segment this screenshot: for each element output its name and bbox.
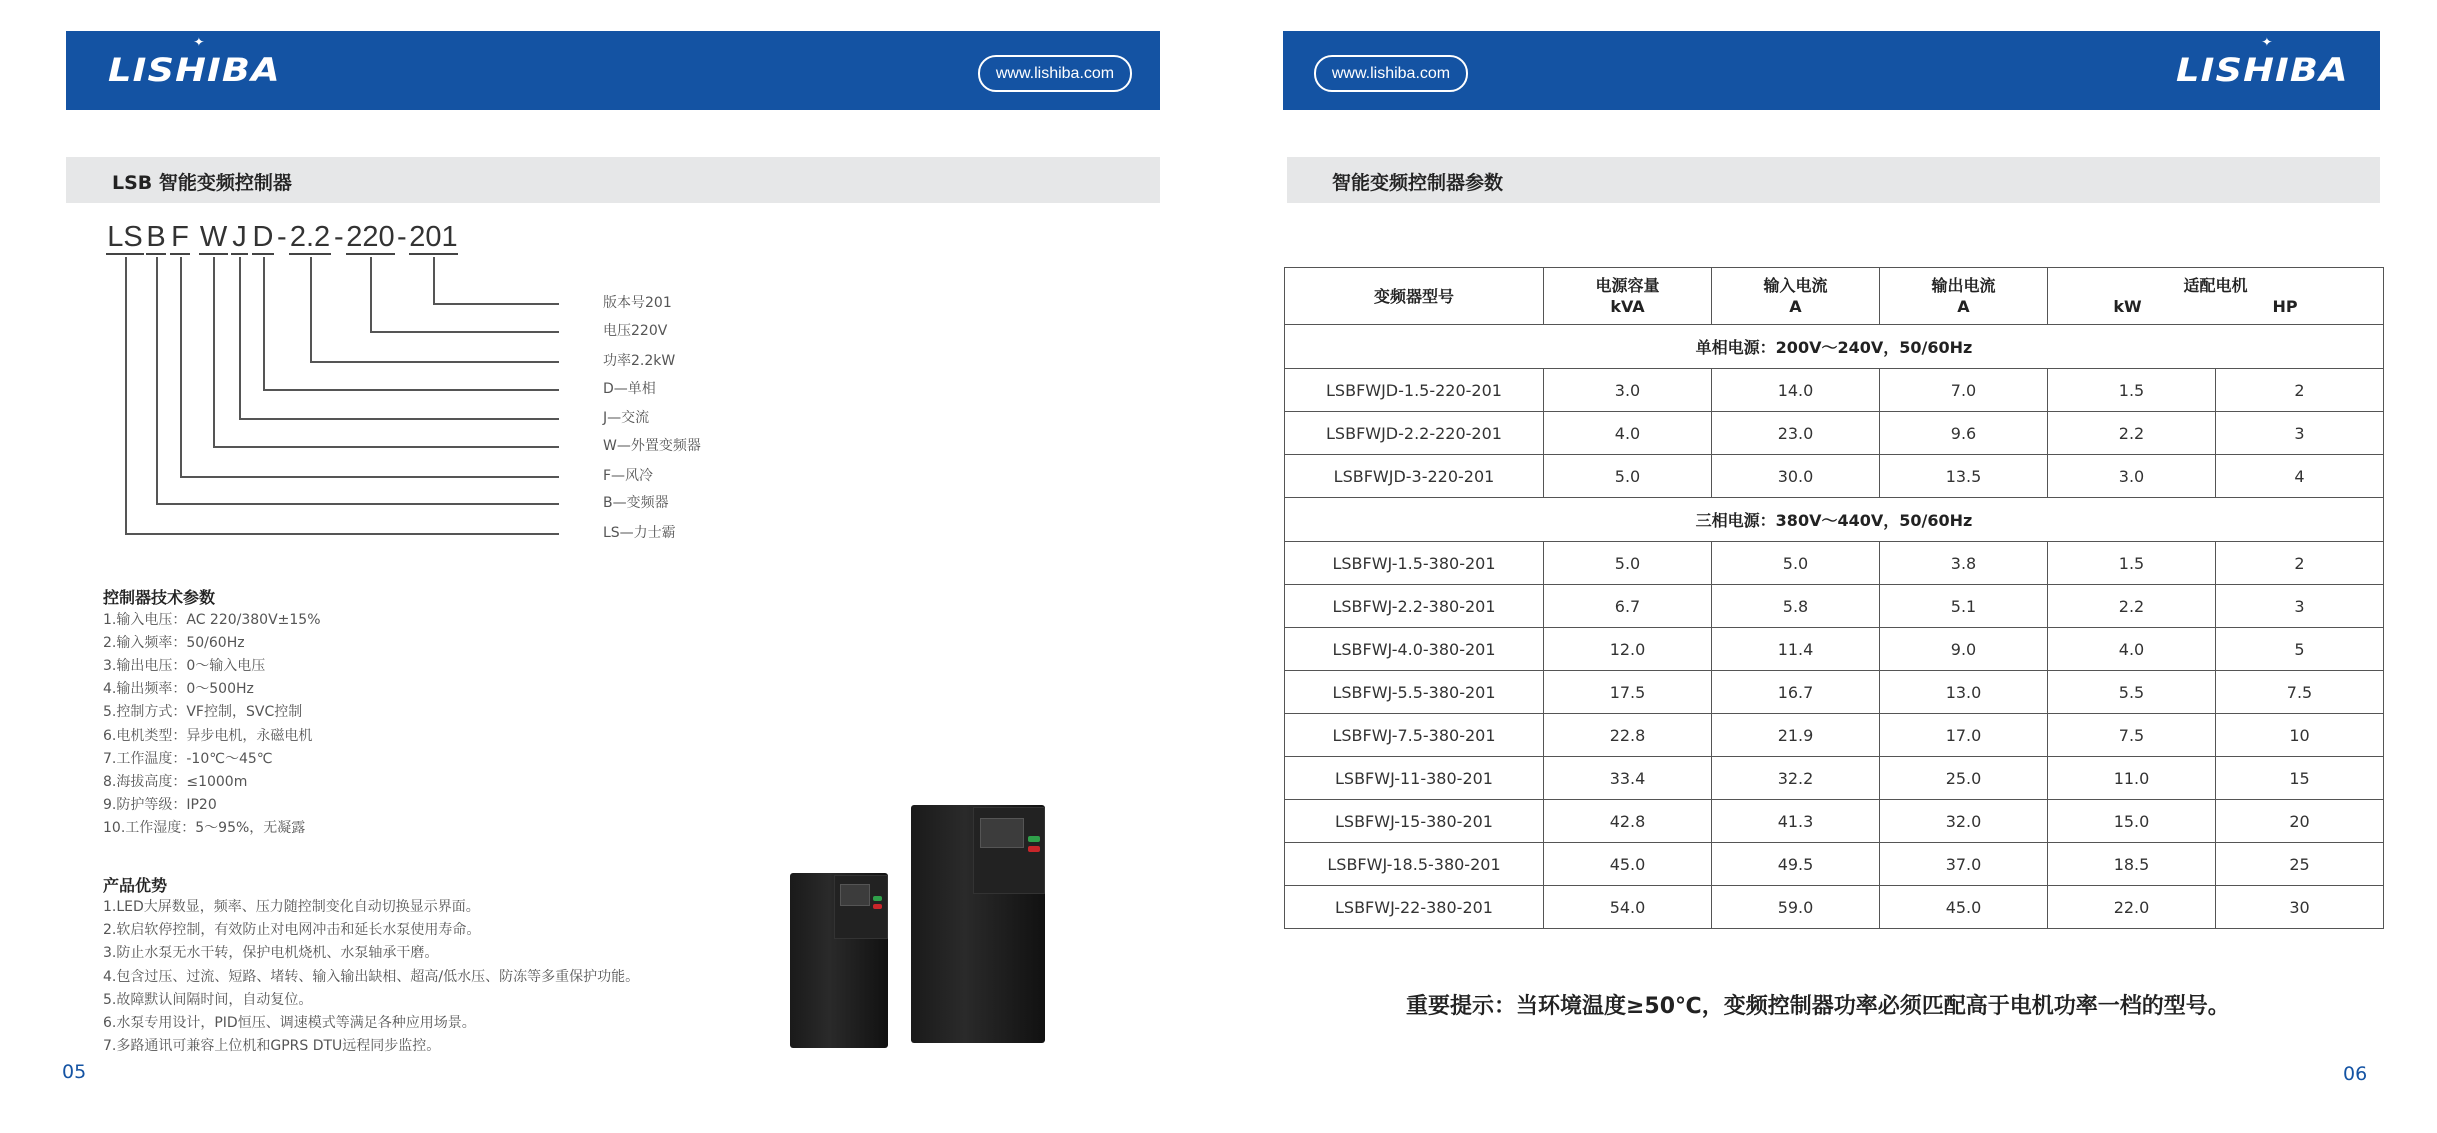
capacity-cell: 6.7 [1544, 585, 1712, 628]
logo-text: LISHIBA [2176, 51, 2349, 89]
connector-line [156, 257, 158, 503]
connector-line [433, 303, 559, 305]
output-current-cell: 13.5 [1880, 455, 2048, 498]
model-cell: LSBFWJ-15-380-201 [1285, 800, 1544, 843]
tech-params-heading: 控制器技术参数 [103, 588, 216, 607]
list-item: 8.海拔高度：≤1000m [103, 773, 248, 790]
output-current-cell: 3.8 [1880, 542, 2048, 585]
motor-kw-cell: 2.2 [2048, 585, 2216, 628]
run-button [1028, 836, 1040, 842]
motor-hp-cell: 2 [2216, 542, 2384, 585]
model-cell: LSBFWJ-4.0-380-201 [1285, 628, 1544, 671]
capacity-cell: 54.0 [1544, 886, 1712, 929]
small-inverter-unit [790, 873, 888, 1048]
code-segment-version: 201 [409, 221, 458, 253]
motor-kw-cell: 15.0 [2048, 800, 2216, 843]
motor-kw-cell: 22.0 [2048, 886, 2216, 929]
motor-hp-cell: 30 [2216, 886, 2384, 929]
logo-text: LISHIBA [108, 51, 281, 89]
capacity-cell: 33.4 [1544, 757, 1712, 800]
output-current-cell: 45.0 [1880, 886, 2048, 929]
header-capacity-unit: kVA [1610, 297, 1645, 316]
control-panel [834, 875, 888, 939]
motor-hp-cell: 5 [2216, 628, 2384, 671]
motor-hp-cell: 25 [2216, 843, 2384, 886]
list-item: 5.控制方式：VF控制，SVC控制 [103, 704, 303, 721]
header-input-unit: A [1789, 297, 1802, 316]
code-segment-f: F [171, 221, 189, 253]
connector-line [310, 361, 559, 363]
website-link[interactable]: www.lishiba.com [978, 55, 1132, 92]
output-current-cell: 32.0 [1880, 800, 2048, 843]
header-motor-kw: kW [2113, 297, 2142, 316]
decode-label: F—风冷 [603, 468, 654, 484]
model-cell: LSBFWJ-11-380-201 [1285, 757, 1544, 800]
header-input-label: 输入电流 [1763, 276, 1828, 295]
section-title: 三相电源：380V～440V，50/60Hz [1285, 498, 2384, 542]
output-current-cell: 7.0 [1880, 369, 2048, 412]
section-title: LSB 智能变频控制器 [112, 172, 292, 194]
output-current-cell: 13.0 [1880, 671, 2048, 714]
section-title: 单相电源：200V～240V，50/60Hz [1285, 325, 2384, 369]
page-number: 05 [62, 1061, 87, 1083]
motor-kw-cell: 2.2 [2048, 412, 2216, 455]
input-current-cell: 14.0 [1712, 369, 1880, 412]
input-current-cell: 41.3 [1712, 800, 1880, 843]
header-input-current [1712, 268, 1880, 325]
input-current-cell: 11.4 [1712, 628, 1880, 671]
run-button [873, 896, 882, 901]
table-row [1285, 585, 2384, 628]
header-output-current [1880, 268, 2048, 325]
left-section-bar [66, 157, 1160, 203]
code-separator: - [397, 221, 407, 253]
motor-kw-cell: 1.5 [2048, 369, 2216, 412]
lishiba-logo [2176, 35, 2349, 89]
capacity-cell: 22.8 [1544, 714, 1712, 757]
connector-line [213, 257, 215, 446]
input-current-cell: 16.7 [1712, 671, 1880, 714]
control-panel [973, 807, 1045, 894]
code-segment-w: W [199, 221, 228, 253]
model-cell: LSBFWJD-3-220-201 [1285, 455, 1544, 498]
list-item: 2.软启软停控制，有效防止对电网冲击和延长水泵使用寿命。 [103, 922, 481, 939]
connector-line [263, 389, 559, 391]
table-row [1285, 455, 2384, 498]
decode-label: B—变频器 [603, 495, 669, 511]
capacity-cell: 45.0 [1544, 843, 1712, 886]
connector-line [310, 257, 312, 361]
list-item: 7.工作温度：-10℃～45℃ [103, 750, 273, 767]
code-separator: - [334, 221, 344, 253]
connector-line [125, 533, 559, 535]
motor-hp-cell: 15 [2216, 757, 2384, 800]
header-output-unit: A [1957, 297, 1970, 316]
page-number: 06 [2343, 1063, 2368, 1085]
display-screen [980, 818, 1024, 848]
decode-label: J—交流 [603, 410, 650, 426]
output-current-cell: 9.0 [1880, 628, 2048, 671]
list-item: 2.输入频率：50/60Hz [103, 635, 245, 652]
decode-label: 功率2.2kW [603, 353, 676, 369]
table-row [1285, 628, 2384, 671]
motor-kw-cell: 11.0 [2048, 757, 2216, 800]
list-item: 6.电机类型：异步电机，永磁电机 [103, 727, 313, 744]
list-item: 1.输入电压：AC 220/380V±15% [103, 612, 321, 628]
list-item: 3.防止水泵无水干转，保护电机烧机、水泵轴承干磨。 [103, 945, 439, 962]
table-row [1285, 886, 2384, 929]
capacity-cell: 17.5 [1544, 671, 1712, 714]
spec-table [1284, 267, 2384, 929]
stop-button [1028, 846, 1040, 852]
motor-kw-cell: 7.5 [2048, 714, 2216, 757]
code-segment-b: B [146, 221, 166, 253]
right-header-bar [1283, 31, 2380, 110]
motor-hp-cell: 4 [2216, 455, 2384, 498]
connector-line [263, 257, 265, 389]
header-motor [2048, 268, 2384, 325]
decode-label: LS—力士霸 [603, 525, 676, 541]
header-capacity [1544, 268, 1712, 325]
table-section-row [1285, 498, 2384, 542]
table-row [1285, 671, 2384, 714]
decode-label: D—单相 [603, 381, 656, 397]
capacity-cell: 4.0 [1544, 412, 1712, 455]
list-item: 4.包含过压、过流、短路、堵转、输入输出缺相、超高/低水压、防冻等多重保护功能。 [103, 968, 640, 985]
motor-hp-cell: 10 [2216, 714, 2384, 757]
connector-line [239, 418, 559, 420]
table-section-row [1285, 325, 2384, 369]
table-row [1285, 800, 2384, 843]
table-row [1285, 412, 2384, 455]
stop-button [873, 904, 882, 909]
decode-label: 电压220V [603, 323, 668, 339]
advantages-heading: 产品优势 [103, 876, 168, 895]
connector-line [156, 503, 559, 505]
list-item: 10.工作湿度：5～95%，无凝露 [103, 819, 306, 836]
input-current-cell: 49.5 [1712, 843, 1880, 886]
output-current-cell: 5.1 [1880, 585, 2048, 628]
capacity-cell: 42.8 [1544, 800, 1712, 843]
output-current-cell: 25.0 [1880, 757, 2048, 800]
code-segment-ls: LS [107, 221, 143, 253]
connector-line [433, 257, 435, 303]
header-capacity-label: 电源容量 [1595, 276, 1660, 295]
table-row [1285, 757, 2384, 800]
capacity-cell: 5.0 [1544, 542, 1712, 585]
model-cell: LSBFWJD-1.5-220-201 [1285, 369, 1544, 412]
section-title: 智能变频控制器参数 [1332, 172, 1504, 194]
star-icon: ✦ [2261, 35, 2274, 49]
model-cell: LSBFWJ-22-380-201 [1285, 886, 1544, 929]
right-section-bar [1287, 157, 2380, 203]
input-current-cell: 59.0 [1712, 886, 1880, 929]
motor-hp-cell: 20 [2216, 800, 2384, 843]
star-icon: ✦ [193, 35, 206, 49]
input-current-cell: 5.8 [1712, 585, 1880, 628]
connector-line [239, 257, 241, 418]
table-row [1285, 369, 2384, 412]
output-current-cell: 9.6 [1880, 412, 2048, 455]
table-row [1285, 714, 2384, 757]
left-header-bar [66, 31, 1160, 110]
motor-hp-cell: 7.5 [2216, 671, 2384, 714]
model-cell: LSBFWJ-18.5-380-201 [1285, 843, 1544, 886]
capacity-cell: 3.0 [1544, 369, 1712, 412]
header-output-label: 输出电流 [1931, 276, 1996, 295]
capacity-cell: 12.0 [1544, 628, 1712, 671]
model-cell: LSBFWJ-7.5-380-201 [1285, 714, 1544, 757]
input-current-cell: 21.9 [1712, 714, 1880, 757]
motor-kw-cell: 18.5 [2048, 843, 2216, 886]
motor-hp-cell: 3 [2216, 585, 2384, 628]
motor-hp-cell: 3 [2216, 412, 2384, 455]
table-row [1285, 542, 2384, 585]
list-item: 7.多路通讯可兼容上位机和GPRS DTU远程同步监控。 [103, 1038, 441, 1055]
output-current-cell: 17.0 [1880, 714, 2048, 757]
input-current-cell: 30.0 [1712, 455, 1880, 498]
display-screen [840, 884, 870, 906]
header-model: 变频器型号 [1285, 268, 1544, 325]
connector-line [370, 331, 559, 333]
model-cell: LSBFWJ-1.5-380-201 [1285, 542, 1544, 585]
table-row [1285, 843, 2384, 886]
website-link[interactable]: www.lishiba.com [1314, 55, 1468, 92]
list-item: 5.故障默认间隔时间，自动复位。 [103, 991, 313, 1008]
motor-hp-cell: 2 [2216, 369, 2384, 412]
table-header-row [1285, 268, 2384, 325]
decode-label: W—外置变频器 [603, 438, 701, 454]
motor-kw-cell: 4.0 [2048, 628, 2216, 671]
input-current-cell: 32.2 [1712, 757, 1880, 800]
model-cell: LSBFWJ-2.2-380-201 [1285, 585, 1544, 628]
connector-line [213, 446, 559, 448]
lishiba-logo [108, 35, 281, 89]
connector-line [370, 257, 372, 331]
code-segment-j: J [232, 221, 247, 253]
list-item: 1.LED大屏数显，频率、压力随控制变化自动切换显示界面。 [103, 899, 480, 915]
motor-kw-cell: 1.5 [2048, 542, 2216, 585]
header-motor-label: 适配电机 [2183, 276, 2248, 295]
connector-line [180, 257, 182, 476]
large-inverter-unit [911, 805, 1045, 1043]
code-segment-d: D [252, 221, 274, 253]
input-current-cell: 5.0 [1712, 542, 1880, 585]
code-separator: - [277, 221, 287, 253]
connector-line [125, 257, 127, 533]
motor-kw-cell: 3.0 [2048, 455, 2216, 498]
decode-label: 版本号201 [603, 295, 672, 311]
list-item: 3.输出电压：0～输入电压 [103, 658, 266, 675]
list-item: 9.防护等级：IP20 [103, 796, 217, 813]
motor-kw-cell: 5.5 [2048, 671, 2216, 714]
important-note: 重要提示：当环境温度≥50℃，变频控制器功率必须匹配高于电机功率一档的型号。 [1406, 994, 2230, 1019]
connector-line [180, 476, 559, 478]
list-item: 4.输出频率：0～500Hz [103, 681, 254, 698]
code-segment-power: 2.2 [289, 221, 331, 253]
model-cell: LSBFWJ-5.5-380-201 [1285, 671, 1544, 714]
capacity-cell: 5.0 [1544, 455, 1712, 498]
input-current-cell: 23.0 [1712, 412, 1880, 455]
header-motor-hp: HP [2272, 297, 2298, 316]
list-item: 6.水泵专用设计，PID恒压、调速模式等满足各种应用场景。 [103, 1015, 476, 1031]
code-segment-voltage: 220 [346, 221, 395, 253]
output-current-cell: 37.0 [1880, 843, 2048, 886]
model-cell: LSBFWJD-2.2-220-201 [1285, 412, 1544, 455]
